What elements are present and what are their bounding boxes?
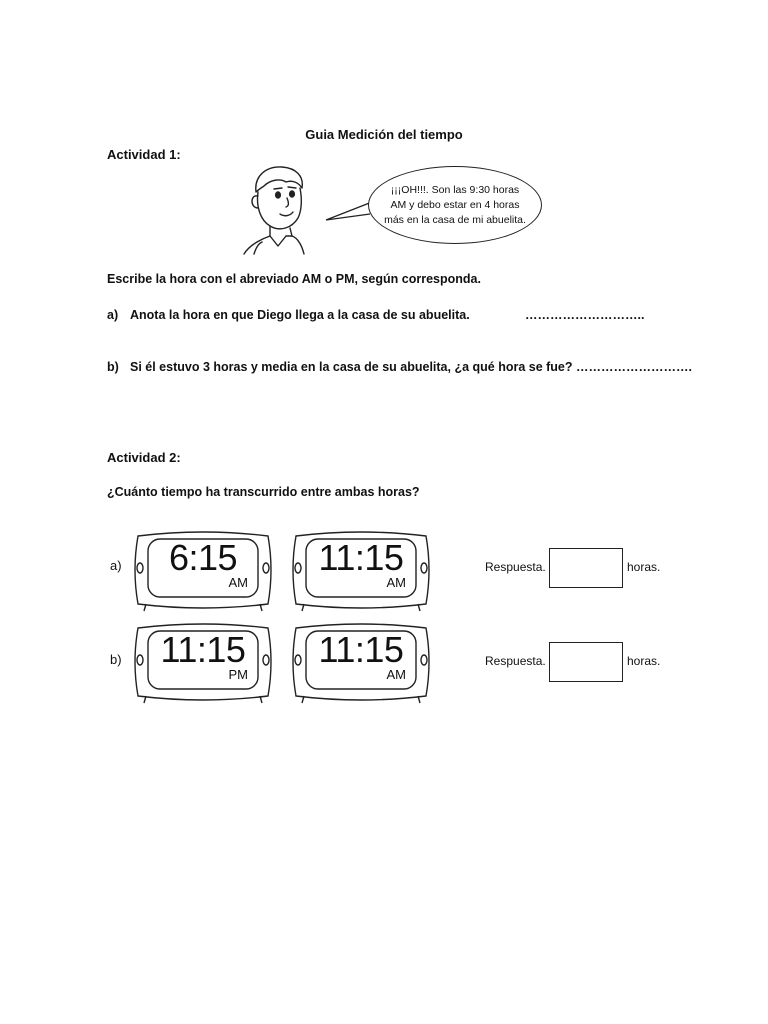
clock-time: 11:15 bbox=[318, 537, 404, 578]
question-b-text: Si él estuvo 3 horas y media en la casa de su abuelita, ¿a qué hora se fue? ………………………. bbox=[130, 360, 692, 374]
row-b-unit: horas. bbox=[627, 654, 661, 668]
clock-time: 11:15 bbox=[160, 629, 246, 670]
clock-ampm: PM bbox=[228, 667, 248, 682]
clock-time: 11:15 bbox=[318, 629, 404, 670]
speech-bubble bbox=[368, 166, 542, 244]
row-b-answer-label: Respuesta. bbox=[485, 654, 546, 668]
clock-time: 6:15 bbox=[168, 537, 238, 578]
clock-ampm: AM bbox=[228, 575, 248, 590]
clock-row-a-2 bbox=[290, 530, 432, 612]
bubble-line: ¡¡¡OH!!!. Son las 9:30 horas bbox=[390, 183, 520, 196]
clock-row-b-2 bbox=[290, 622, 432, 704]
row-a-answer-label: Respuesta. bbox=[485, 560, 546, 574]
instruction-text: Escribe la hora con el abreviado AM o PM, según corresponda. bbox=[107, 272, 481, 286]
page-title: Guia Medición del tiempo bbox=[305, 127, 463, 142]
clock-ampm: AM bbox=[386, 575, 406, 590]
activity-2-question: ¿Cuánto tiempo ha transcurrido entre ambas horas? bbox=[107, 485, 420, 499]
question-a-marker: a) bbox=[107, 308, 119, 322]
row-a-answer-box[interactable] bbox=[549, 548, 623, 588]
row-a-unit: horas. bbox=[627, 560, 661, 574]
bubble-line: AM y debo estar en 4 horas bbox=[390, 198, 520, 211]
bubble-line: más en la casa de mi abuelita. bbox=[384, 213, 526, 226]
clock-row-a-1 bbox=[132, 530, 274, 612]
activity-2-heading: Actividad 2: bbox=[107, 450, 181, 465]
question-b-marker: b) bbox=[107, 360, 119, 374]
row-a-marker: a) bbox=[110, 558, 122, 573]
boy-illustration bbox=[236, 162, 326, 261]
speech-bubble-tail bbox=[324, 198, 374, 233]
question-a-answer-blank[interactable]: ……………………….. bbox=[525, 308, 645, 322]
activity-1-heading: Actividad 1: bbox=[107, 147, 181, 162]
row-b-marker: b) bbox=[110, 652, 122, 667]
question-a-text: Anota la hora en que Diego llega a la casa de su abuelita. bbox=[130, 308, 470, 322]
clock-row-b-1 bbox=[132, 622, 274, 704]
row-b-answer-box[interactable] bbox=[549, 642, 623, 682]
clock-ampm: AM bbox=[386, 667, 406, 682]
